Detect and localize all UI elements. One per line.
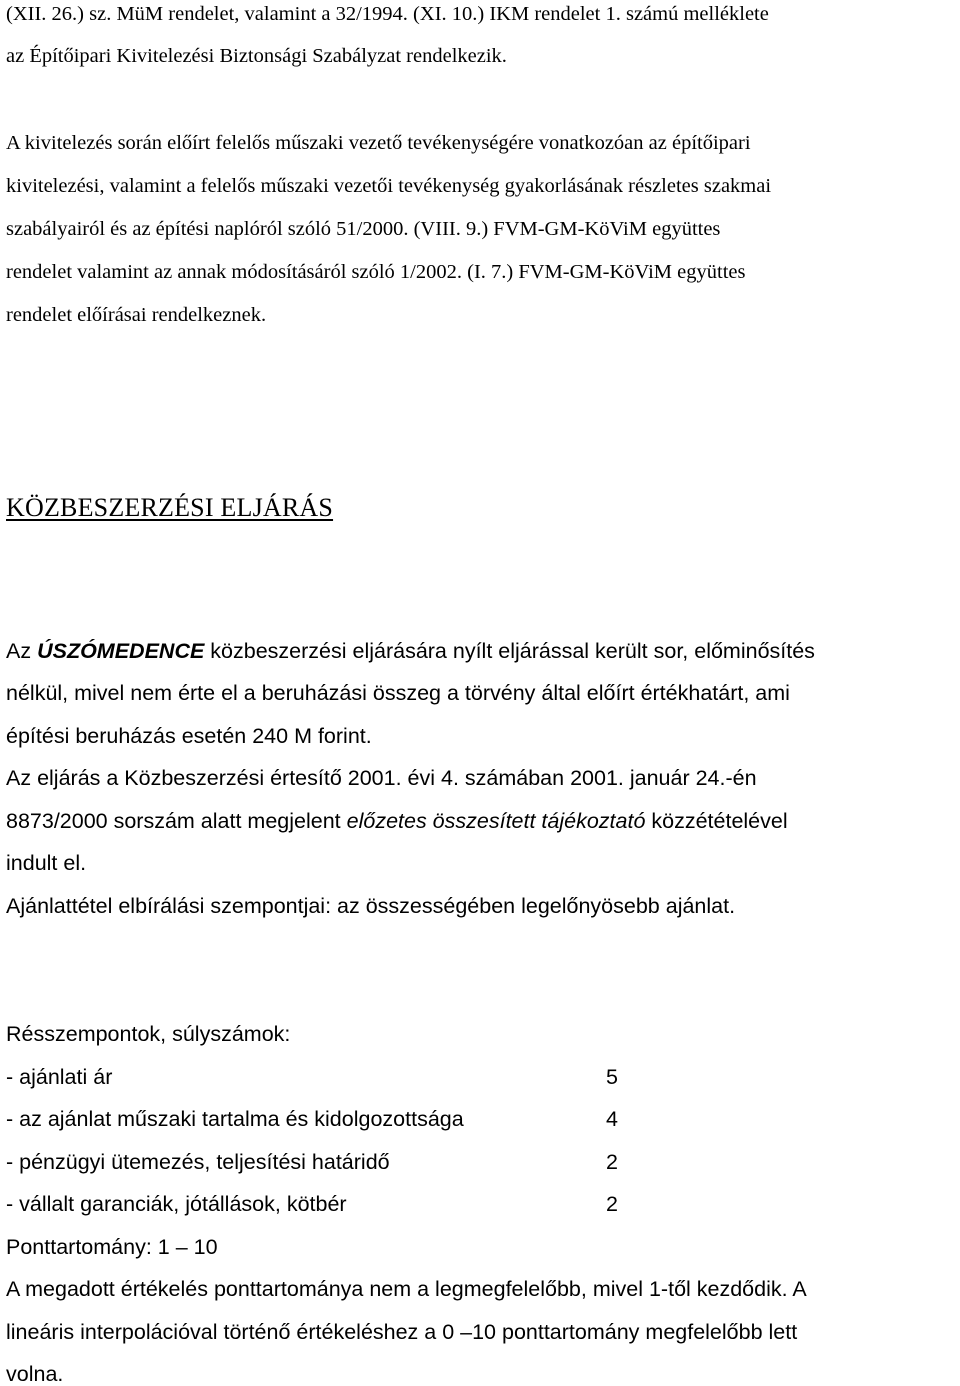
criteria-label: - pénzügyi ütemezés, teljesítési határidő (6, 1150, 390, 1174)
intro-line-1: (XII. 26.) sz. MüM rendelet, valamint a 32/1994. (XI. 10.) IKM rendelet 1. számú melléklete (6, 3, 769, 25)
para2-line-1: A kivitelezés során előírt felelős műszaki vezető tevékenységére vonatkozóan az építőipari (6, 132, 751, 154)
criteria-row (6, 1067, 954, 1089)
announcement-title: előzetes összesített tájékoztató (346, 809, 646, 833)
project-name: ÚSZÓMEDENCE (37, 639, 205, 663)
announcement-rest: közzétételével (645, 809, 788, 833)
intro-line-2: az Építőipari Kivitelezési Biztonsági Szabályzat rendelkezik. (6, 45, 507, 67)
section-heading: KÖZBESZERZÉSI ELJÁRÁS (6, 493, 334, 522)
note-line-3: volna. (6, 1362, 64, 1386)
para2-line-2: kivitelezési, valamint a felelős műszaki vezetői tevékenység gyakorlásának részletes szakmai (6, 175, 772, 197)
criteria-weight: 5 (606, 1065, 618, 1089)
procurement-line-4: Az eljárás a Közbeszerzési értesítő 2001. évi 4. számában 2001. január 24.-én (6, 766, 757, 790)
procurement-prefix: Az (6, 639, 38, 663)
criteria-row (6, 1152, 954, 1174)
announcement-prefix: 8873/2000 sorszám alatt megjelent (6, 809, 347, 833)
criteria-row (6, 1194, 954, 1216)
criteria-weight: 4 (606, 1107, 618, 1131)
procurement-rest: közbeszerzési eljárására nyílt eljárással került sor, előminősítés (204, 639, 815, 663)
para2-line-3: szabályairól és az építési naplóról szóló 51/2000. (VIII. 9.) FVM-GM-KöViM együttes (6, 218, 721, 240)
para2-line-5: rendelet előírásai rendelkeznek. (6, 304, 267, 326)
procurement-line-7: Ajánlattétel elbírálási szempontjai: az összességében legelőnyösebb ajánlat. (6, 894, 736, 918)
criteria-row (6, 1109, 954, 1131)
para2-line-4: rendelet valamint az annak módosításáról szóló 1/2002. (I. 7.) FVM-GM-KöViM együttes (6, 261, 746, 283)
procurement-line-6: indult el. (6, 851, 87, 875)
criteria-title: Résszempontok, súlyszámok: (6, 1022, 291, 1046)
procurement-line-2: nélkül, mivel nem érte el a beruházási összeg a törvény által előírt értékhatárt, ami (6, 681, 790, 705)
score-range: Ponttartomány: 1 – 10 (6, 1235, 218, 1259)
procurement-line-1 (6, 641, 815, 663)
procurement-line-5 (6, 811, 788, 833)
procurement-line-3: építési beruházás esetén 240 M forint. (6, 724, 372, 748)
criteria-label: - az ajánlat műszaki tartalma és kidolgozottsága (6, 1107, 464, 1131)
criteria-label: - vállalt garanciák, jótállások, kötbér (6, 1192, 347, 1216)
criteria-weight: 2 (606, 1192, 618, 1216)
note-line-1: A megadott értékelés ponttartománya nem a legmegfelelőbb, mivel 1-től kezdődik. A (6, 1277, 807, 1301)
criteria-weight: 2 (606, 1150, 618, 1174)
criteria-label: - ajánlati ár (6, 1065, 113, 1089)
note-line-2: lineáris interpolációval történő értékeléshez a 0 –10 ponttartomány megfelelőbb lett (6, 1320, 798, 1344)
